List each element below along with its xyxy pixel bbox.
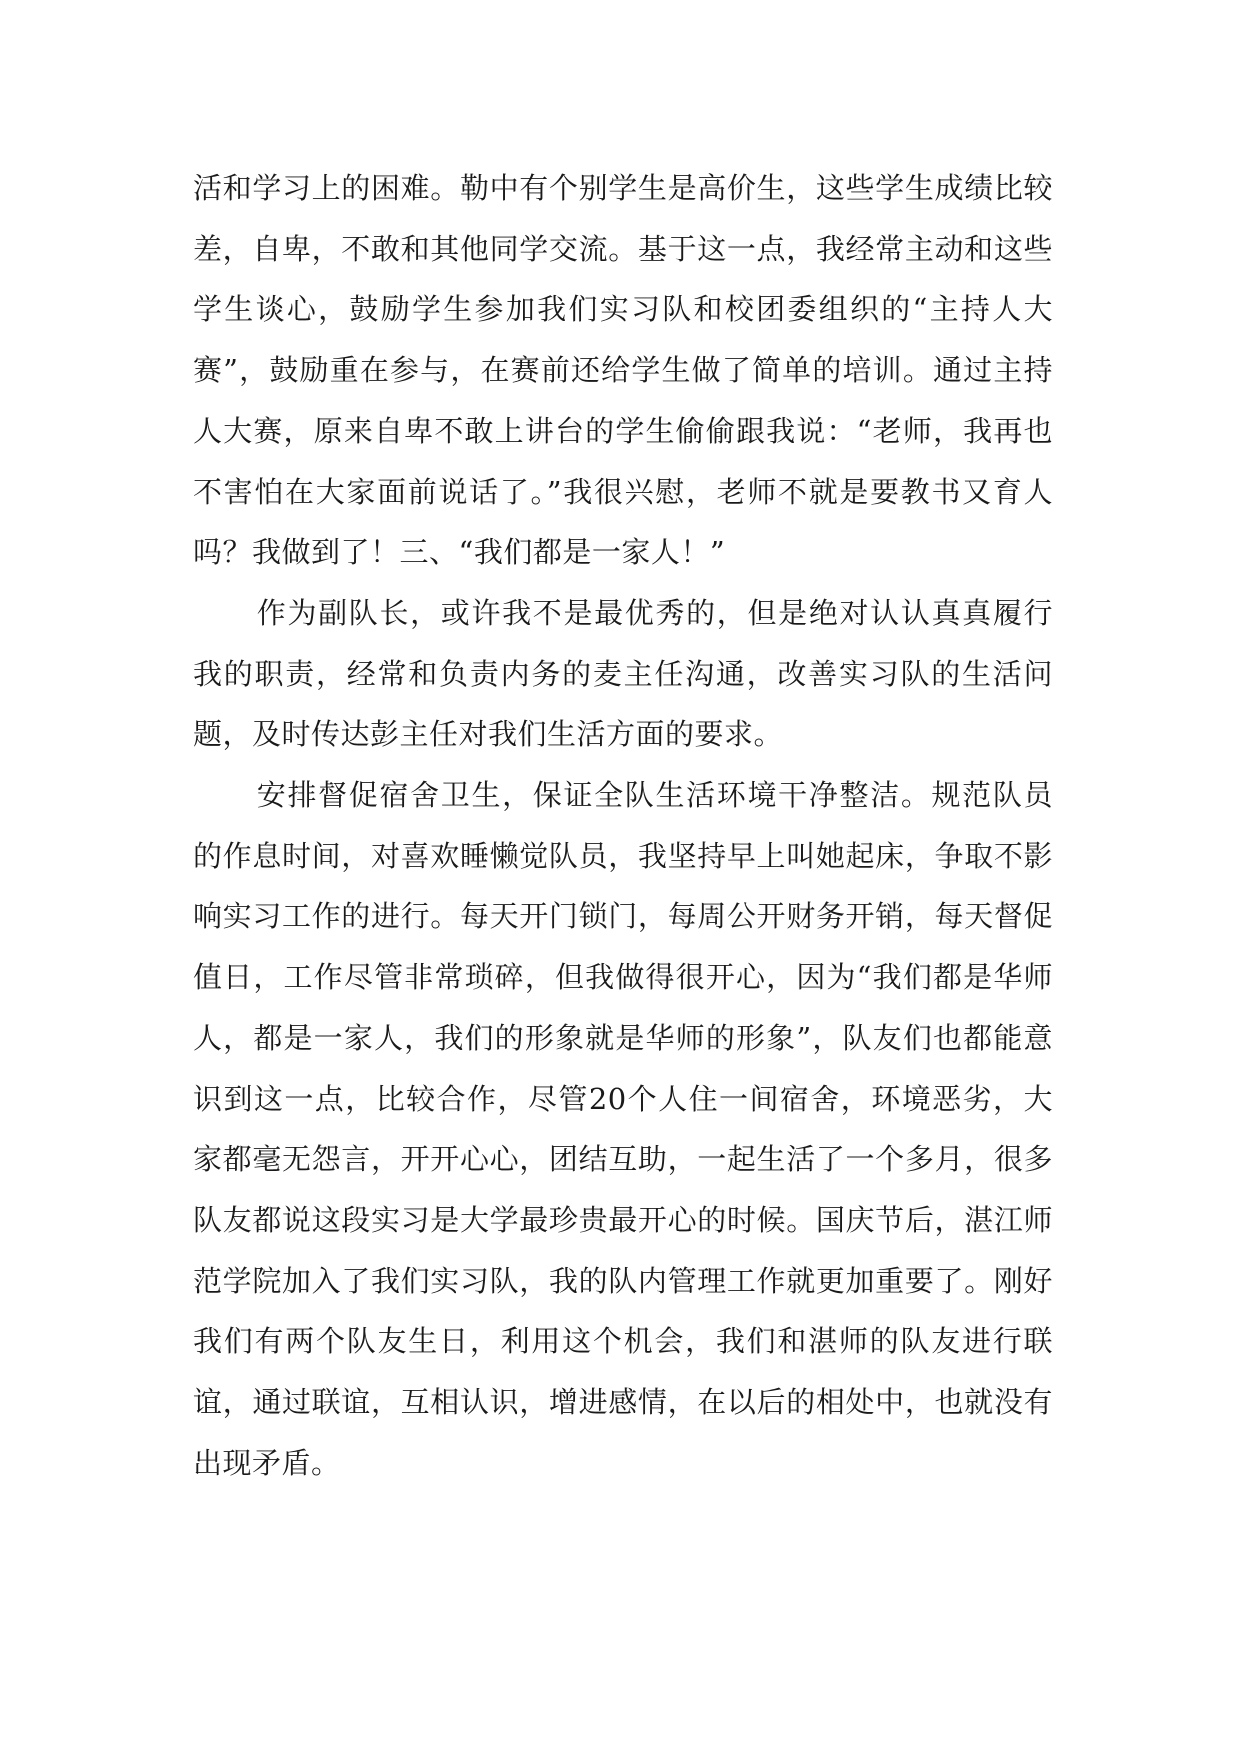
paragraph-2: 作为副队长，或许我不是最优秀的，但是绝对认认真真履行我的职责，经常和负责内务的麦主任沟通，改善实习队的生活问题，及时传达彭主任对我们生活方面的要求。 xyxy=(193,595,1053,752)
paragraph-3: 安排督促宿舍卫生，保证全队生活环境干净整洁。规范队员的作息时间，对喜欢睡懒觉队员，我坚持早上叫她起床，争取不影响实习工作的进行。每天开门锁门，每周公开财务开销，每天督促值日，工作尽管非常琐碎，但我做得很开心，因为“我们都是华师人，都是一家人，我们的形象就是华师的形象”，队友们也都能意识到这一点，比较合作，尽管20个人住一间宿舍，环境恶劣，大家都毫无怨言，开开心心，团结互助，一起生活了一个多月，很多队友都说这段实习是大学最珍贵最开心的时候。国庆节后，湛江师范学院加入了我们实习队，我的队内管理工作就更加重要了。刚好我们有两个队友生日，利用这个机会，我们和湛师的队友进行联谊，通过联谊，互相认识，增进感情，在以后的相处中，也就没有出现矛盾。 xyxy=(193,778,1053,1480)
document-body xyxy=(193,158,1053,1493)
paragraph-1: 活和学习上的困难。勒中有个别学生是高价生，这些学生成绩比较差，自卑，不敢和其他同学交流。基于这一点，我经常主动和这些学生谈心，鼓励学生参加我们实习队和校团委组织的“主持人大赛”，鼓励重在参与，在赛前还给学生做了简单的培训。通过主持人大赛，原来自卑不敢上讲台的学生偷偷跟我说：“老师，我再也不害怕在大家面前说话了。”我很兴慰，老师不就是要教书又育人吗？我做到了！三、“我们都是一家人！” xyxy=(193,171,1053,570)
